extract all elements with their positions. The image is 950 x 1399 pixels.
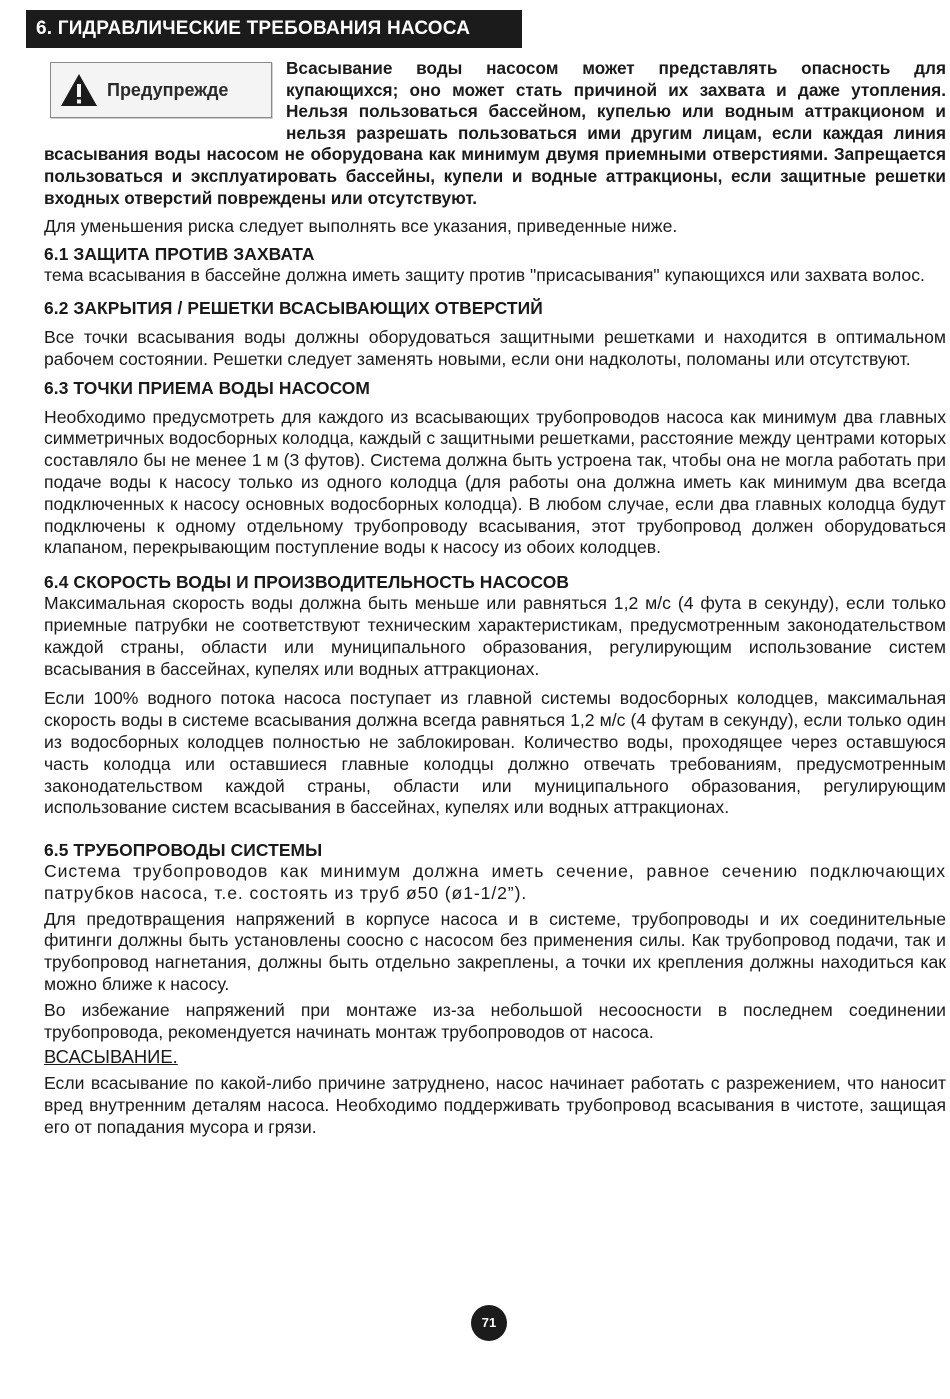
section-6-4-paragraph-2: Если 100% водного потока насоса поступает из главной системы водосборных колодцев, максимальная скорость воды в системе всасывания должна всегда равняться 1,2 м/с (4 футам в секунду), если только один из водосборных колодцев полностью не заблокирован. Количество воды, проходящее через оставшуюся часть колодца или оставшиеся главные колодцы должно отвечать требованиям, предусмотренным законодательством каждой страны, области или муниципального образования, регулирующим использование систем всасывания в бассейнах, купелях или водных аттракционах. bbox=[44, 688, 946, 818]
intro-text: Для уменьшения риска следует выполнять все указания, приведенные ниже. bbox=[44, 216, 678, 237]
warning-text: Всасывание воды насосом может представлять опасность для купающихся; оно может стать причиной их захвата и даже утопления. Нельзя пользоваться бассейном, купелью или водным аттракционом и нельзя разрешать пользоваться ими другим лицам, если каждая линия всасывания воды насосом не оборудована как минимум двумя приемными отверстиями. Запрещается пользоваться и эксплуатировать бассейны, купели и водные аттракционы, если защитные решетки входных отверстий повреждены или отсутствуют. bbox=[44, 58, 946, 208]
section-6-3-paragraph: Необходимо предусмотреть для каждого из всасывающих трубопроводов насоса как минимум два главных симметричных водосборных колодца, каждый с защитными решетками, расстояние между центрами которых составляло бы не менее 1 м (3 футов). Система должна быть устроена так, чтобы она не могла работать при подаче воды к насосу только из одного колодца (для работы она должна иметь как минимум два всегда подключенных к насосу основных водосборных колодца). В любом случае, если два главных колодца будут подключены к одному отдельному трубопроводу всасывания, этот трубопровод должен оборудоваться клапаном, перекрывающим поступление воды к насосу из обоих колодцев. bbox=[44, 406, 946, 558]
section-6-2-title: 6.2 ЗАКРЫТИЯ / РЕШЕТКИ ВСАСЫВАЮЩИХ ОТВЕРСТИЙ bbox=[44, 297, 543, 318]
page-content bbox=[44, 58, 946, 1139]
section-6-1-title: 6.1 ЗАЩИТА ПРОТИВ ЗАХВАТА bbox=[44, 244, 315, 265]
section-6-5-paragraph-1: Система трубопроводов как минимум должна иметь сечение, равное сечению подключающих патрубков насоса, т.е. состоять из труб ø50 (ø1-1/2”). bbox=[44, 861, 946, 903]
warning-badge bbox=[50, 62, 272, 118]
section-header bbox=[26, 10, 522, 48]
section-6-5-title: 6.5 ТРУБОПРОВОДЫ СИСТЕМЫ bbox=[44, 840, 323, 861]
page-number: 71 bbox=[471, 1305, 507, 1341]
section-6-4-paragraph-1: Максимальная скорость воды должна быть меньше или равняться 1,2 м/с (4 фута в секунду), если только приемные патрубки не соответствуют техническим характеристикам, предусмотренным законодательством каждой страны, области или муниципального образования, регулирующим использование систем всасывания в бассейнах, купелях или водных аттракционах. bbox=[44, 593, 946, 679]
section-6-5-paragraph-2: Для предотвращения напряжений в корпусе насоса и в системе, трубопроводы и их соединительные фитинги должны быть установлены соосно с насосом без применения силы. Как трубопровод подачи, так и трубопровод нагнетания, должны быть отдельно закреплены, а точки их крепления должны находиться как можно ближе к насосу. bbox=[44, 908, 946, 995]
suction-paragraph: Если всасывание по какой-либо причине затруднено, насос начинает работать с разрежением, что наносит вред внутренним деталям насоса. Необходимо поддерживать трубопровод всасывания в чистоте, защищая его от попадания мусора и грязи. bbox=[44, 1073, 946, 1138]
warning-triangle-icon bbox=[59, 72, 99, 108]
section-6-4-title: 6.4 СКОРОСТЬ ВОДЫ И ПРОИЗВОДИТЕЛЬНОСТЬ НАСОСОВ bbox=[44, 572, 570, 593]
section-6-2-paragraph: Все точки всасывания воды должны оборудоваться защитными решетками и находится в оптимальном рабочем состоянии. Решетки следует заменять новыми, если они надколоты, поломаны или отсутствуют. bbox=[44, 326, 946, 369]
section-6-1-paragraph: тема всасывания в бассейне должна иметь защиту против "присасывания" купающихся или захвата волос. bbox=[44, 265, 925, 286]
warning-label: Предупрежде bbox=[107, 79, 229, 100]
section-header-title: 6. ГИДРАВЛИЧЕСКИЕ ТРЕБОВАНИЯ НАСОСА bbox=[36, 18, 471, 39]
suction-subheading: ВСАСЫВАНИЕ. bbox=[44, 1046, 178, 1068]
section-6-5-paragraph-3: Во избежание напряжений при монтаже из-за небольшой несоосности в последнем соединении трубопровода, рекомендуется начинать монтаж трубопроводов от насоса. bbox=[44, 999, 946, 1042]
section-6-3-title: 6.3 ТОЧКИ ПРИЕМА ВОДЫ НАСОСОМ bbox=[44, 377, 371, 398]
